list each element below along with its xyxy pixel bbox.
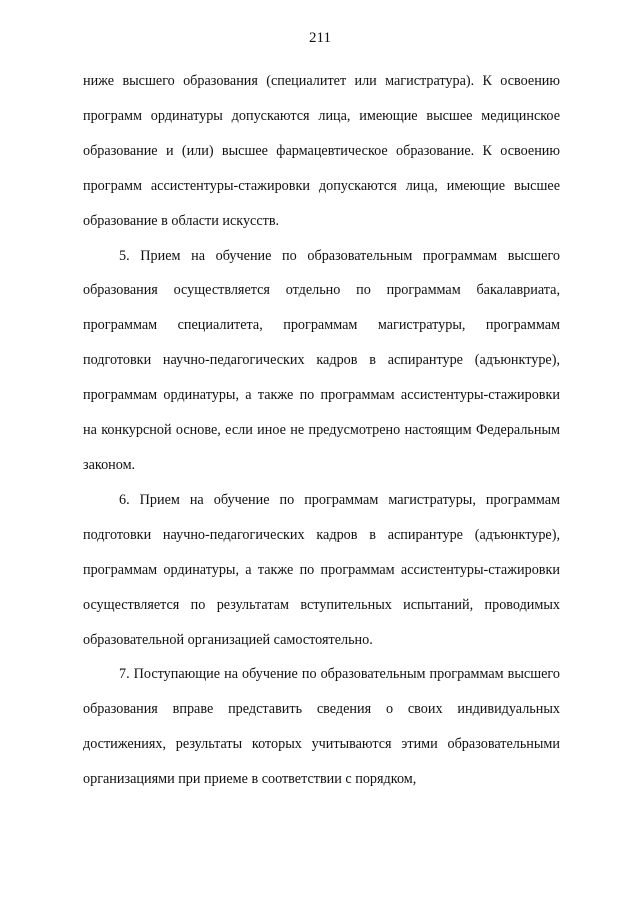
paragraph-clause-5: 5. Прием на обучение по образовательным программам высшего образования осуществляется отдельно по программам бакалавриата, программам специалитета, программам магистратуры, программам подготовки научно-педагогических кадров в аспирантуре (адъюнктуре), программам ординатуры, а также по программам ассистентуры-стажировки на конкурсной основе, если иное не предусмотрено настоящим Федеральным законом. [83, 247, 560, 473]
paragraph-continuation: ниже высшего образования (специалитет или магистратура). К освоению программ ординатуры допускаются лица, имеющие высшее медицинское образование и (или) высшее фармацевтическое образование. К освоению программ ассистентуры-стажировки допускаются лица, имеющие высшее образование в области искусств. [83, 73, 560, 229]
page-number: 211 [309, 30, 331, 46]
document-body [83, 64, 560, 797]
paragraph-clause-6: 6. Прием на обучение по программам магистратуры, программам подготовки научно-педагогических кадров в аспирантуре (адъюнктуре), программам ординатуры, а также по программам ассистентуры-стажировки осуществляется по результатам вступительных испытаний, проводимых образовательной организацией самостоятельно. [83, 491, 560, 648]
paragraph-clause-7: 7. Поступающие на обучение по образовательным программам высшего образования вправе представить сведения о своих индивидуальных достижениях, результаты которых учитываются этими образовательными организациями при приеме в соответствии с порядком, [83, 666, 560, 788]
